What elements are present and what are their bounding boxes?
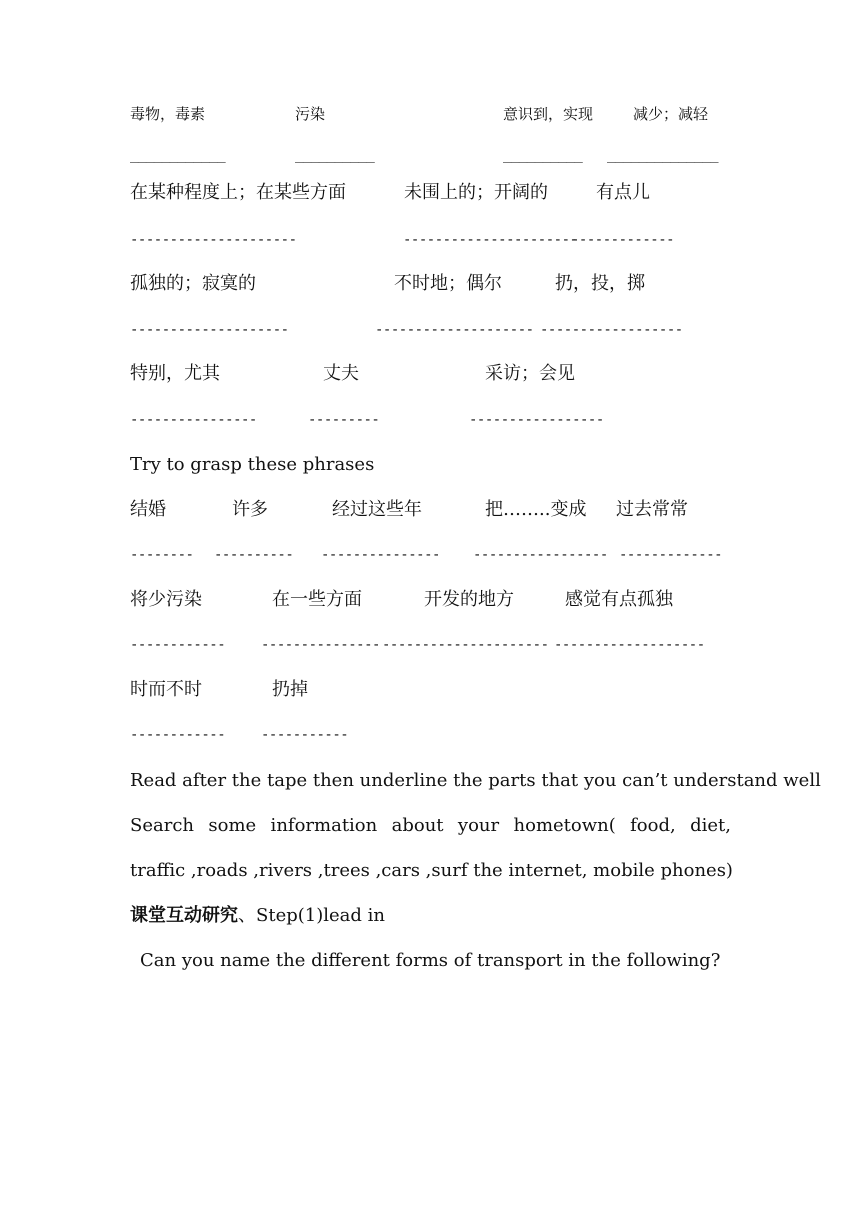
answer-blank: __________: [295, 147, 375, 163]
answer-blank: ---------------: [261, 637, 380, 653]
section-step: 、Step(1)lead in: [238, 905, 385, 926]
vocab-item: 采访；会见: [485, 363, 575, 384]
phrase-item: 结婚: [130, 499, 166, 520]
answer-blank: ---------------------: [382, 637, 549, 653]
vocab-item: 特别，尤其: [130, 363, 220, 384]
section-heading: [130, 907, 385, 925]
answer-blank: ----------------: [130, 412, 257, 428]
answer-blank: ---------------: [321, 547, 440, 563]
vocab-item: 在某种程度上；在某些方面: [130, 182, 346, 203]
answer-blank: --------------------: [375, 322, 534, 338]
answer-blank: ____________: [130, 147, 226, 163]
answer-blank: ------------: [130, 637, 226, 653]
vocab-item: 有点儿: [596, 182, 650, 203]
vocab-item: 意识到，实现: [503, 105, 594, 123]
answer-blank: -------------: [619, 547, 723, 563]
vocab-item: 毒物，毒素: [130, 105, 206, 123]
vocab-item: 污染: [295, 105, 326, 123]
answer-blank: ----------: [214, 547, 294, 563]
vocab-item: 未围上的；开阔的: [404, 182, 548, 203]
answer-blank: -------------------: [554, 637, 705, 653]
vocab-item: 孤独的；寂寞的: [130, 273, 256, 294]
instruction-search-continued: traffic ,roads ,rivers ,trees ,cars ,surf the internet, mobile phones): [130, 860, 733, 881]
answer-blank: -------------: [571, 232, 675, 248]
answer-blank: -----------: [261, 727, 349, 743]
answer-blank: ---------------------: [130, 232, 297, 248]
phrase-item: 在一些方面: [272, 589, 362, 610]
phrase-item: 扔掉: [272, 679, 308, 700]
vocab-item: 丈夫: [323, 363, 359, 384]
phrase-item: 时而不时: [130, 679, 202, 700]
answer-blank: ------------------: [540, 322, 683, 338]
phrase-item: 许多: [232, 499, 268, 520]
vocab-item: 减少；减轻: [633, 105, 709, 123]
vocab-item: 扔，投，掷: [555, 273, 645, 294]
lead-in-question: Can you name the different forms of transport in the following?: [140, 950, 721, 971]
instruction-search: Search some information about your hometown( food, diet,: [130, 815, 731, 836]
phrase-item: 将少污染: [130, 589, 202, 610]
answer-blank: ---------: [308, 412, 380, 428]
vocab-item: 不时地；偶尔: [394, 273, 502, 294]
answer-blank: __________: [503, 147, 583, 163]
phrase-item: 感觉有点孤独: [565, 589, 673, 610]
phrase-item: 开发的地方: [424, 589, 514, 610]
answer-blank: ______________: [607, 147, 719, 163]
answer-blank: -----------------: [473, 547, 608, 563]
answer-blank: --------: [130, 547, 194, 563]
phrase-item: 经过这些年: [332, 499, 422, 520]
answer-blank: ----------------------: [403, 232, 578, 248]
answer-blank: --------------------: [130, 322, 289, 338]
answer-blank: ------------: [130, 727, 226, 743]
phrase-item: 把……..变成: [485, 499, 587, 520]
instruction-read-tape: Read after the tape then underline the parts that you can’t understand well: [130, 770, 821, 791]
answer-blank: -----------------: [469, 412, 604, 428]
phrases-heading: Try to grasp these phrases: [130, 454, 375, 475]
phrase-item: 过去常常: [616, 499, 688, 520]
section-title: 课堂互动研究: [130, 905, 238, 926]
